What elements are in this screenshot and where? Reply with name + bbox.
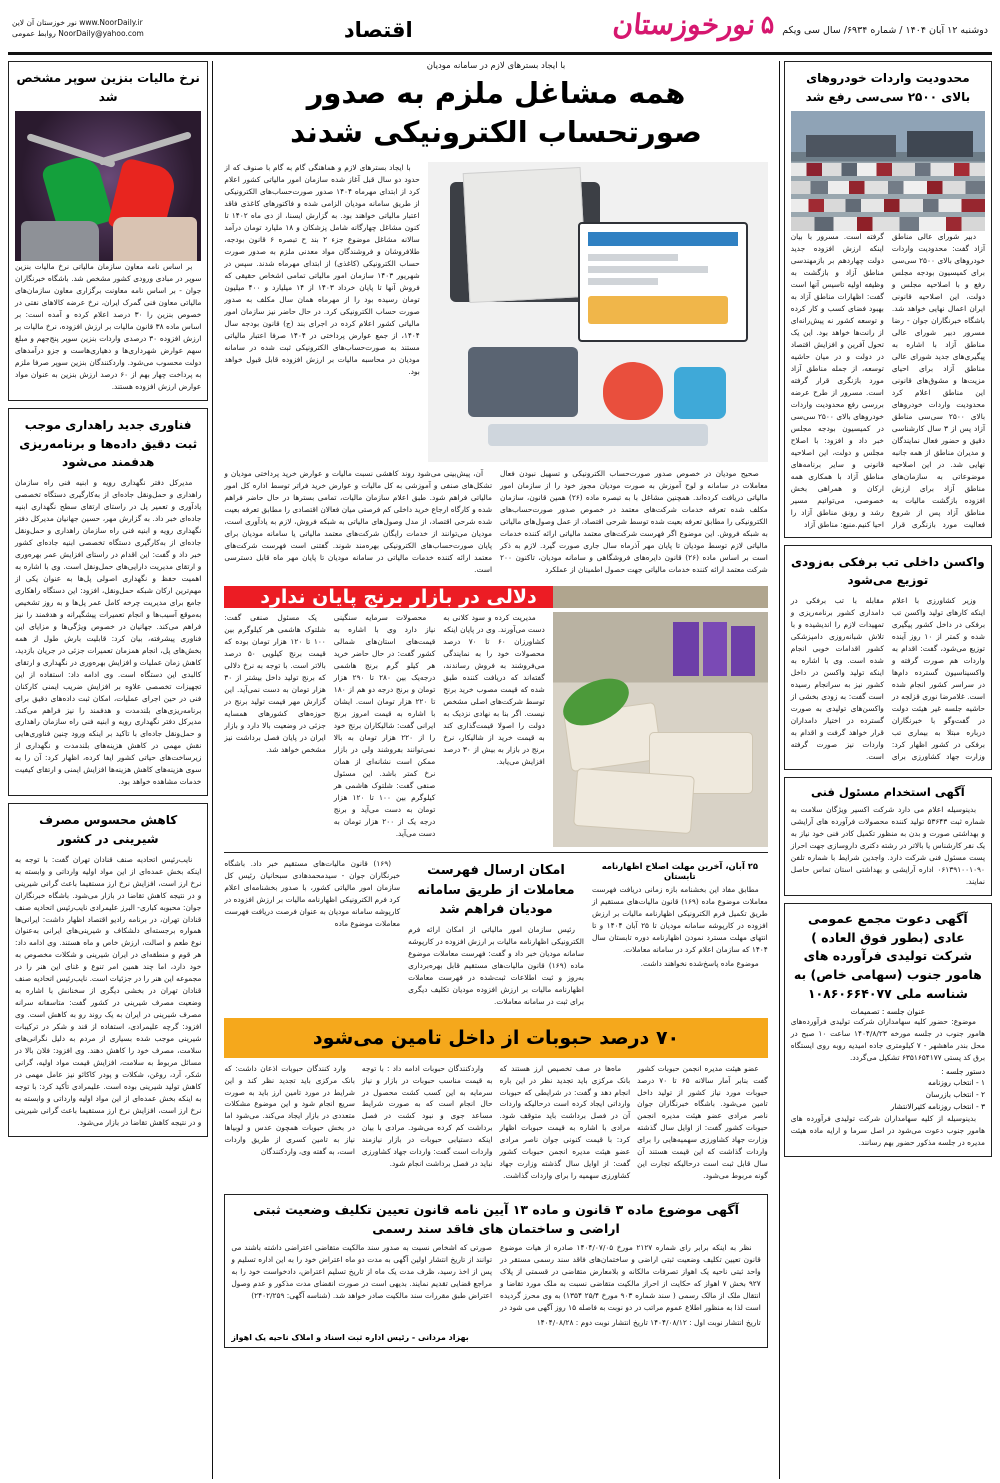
body-grains-col1: عضو هیئت مدیره انجمن حبوبات کشور گفت بنابر آمار سالانه ۶۵ تا ۷۰ درصد حبوبات مورد نیاز کشور از تولید داخل تامین می‌شود. باشگاه خبرنگاران جوان ناصر مرادی عضو هیئت مدیره انجمن حبوبات کشور گفت: از اوایل سال گذشته وزارت جهاد کشاورزی سهمیه‌هایی را برای واردات گذاشت که این قیمت هستند آن سال قابل ثبت است درحالیکه تجارت این گونه مربوط می‌شود.	[637, 1063, 768, 1181]
photo-car-lot	[791, 111, 985, 231]
logo-text: نورخوزستان	[611, 7, 757, 41]
website-url[interactable]: www.NoorDaily.ir	[79, 18, 143, 27]
agenda-title: دستور جلسه :	[941, 1066, 985, 1076]
banner-grains: ۷۰ درصد حبوبات از داخل تامین می‌شود	[224, 1018, 767, 1058]
ad-footer-meeting: بدینوسیله از کلیه سهامداران شرکت تولیدی فرآورده های هامور جنوب دعوت می‌شود در اصل سرما و ارایه ماده هیئت مدیره در جلسه مذکور حضور بهم رسانند.	[790, 1113, 985, 1147]
article-super-gasoline-tax	[8, 61, 208, 401]
page-number: ۵	[760, 10, 775, 39]
column-divider-left	[779, 61, 780, 1479]
contact-line-1: نور خوزستان آن لاین www.NoorDaily.ir	[12, 18, 143, 27]
article-sweets-consumption	[8, 803, 208, 1137]
right-column	[8, 61, 208, 1479]
body-transactions-extra: (۱۶۹) قانون مالیات‌های مستقیم خبر داد. باشگاه خبرنگاران جوان - سیدمحمدهادی سبحانیان رئیس کل سازمان امور مالیاتی کشور، با صدور بخشنامه‌ای اعلام کرد فرم الکترونیکی اظهارنامه مالیات بر ارزش افزوده در کارپوشه سامانه مودیان به عنوان فرصت دریافت فهرست معاملات موضوع ماده	[224, 859, 401, 929]
body-rice-col1: مدیریت کرده و سود کلانی به دست می‌آورند. وی در پایان اینکه کشاورزان ۶۰ تا ۷۰ درصد محصولات خود را به نمایندگی می‌فروشند به فروش رساندند، گفته‌اند که دریافت کننده طبق شده که قیمت مصوب خرید برنج توسط شرکت‌های اصلی مشخص نیست. اگر بنا به نهادی نزدیک به دولت را اصولا قیمت‌گذاری کند به قیمت خرید از شالیکار، نرخ برنج در بازار به بیش از ۳۰ درصد افزایش می‌یابد.	[443, 613, 545, 766]
ad-shareholder-meeting	[784, 903, 992, 1157]
legal-notice-signature: بهزاد مردانی - رئیس اداره ثبت اسناد و املاک ناحیه یک اهواز	[231, 1332, 469, 1342]
body-gasoline-tax: بر اساس نامه معاون سازمان مالیاتی نرخ مالیات بنزین سوپر در مبادی ورودی کشور مشخص شد. باشگاه خبرنگاران جوان - بر اساس نامه معاونت برگزاری معاون سازمان‌های مالیاتی معاون فنی گمرک ایران، نرخ عرضه کالاهای نفتی در خصوص بنزین را ۳۰ درصد اعلام کرده و آمده است: بر اساس ماده ۳۸ قانون مالیات بر ارزش افزوده، نرخ مالیات بر ارزش افزوده ۳۰ درصدی واردات بنزین سوپر پنج‌جهم و مبلغ سهم عوارض شهرداری‌ها و دهیاری‌هاست و جزو درآمدهای دولت محسوب می‌شود. واردکنندگان بنزین سوپر صرفا ملزم به پرداخت چهار بهم از ۶۰ درصد ارزش بنزین به عنوان مواد عوارض ارزش افزوده هستند.	[15, 262, 202, 392]
masthead	[0, 0, 1000, 50]
headline-vaccine: واکسن داخلی تب برفکی به‌زودی توزیع می‌شود	[791, 554, 985, 588]
subheadline-deadline: ۲۵ آبان، آخرین مهلت اصلاح اظهارنامه تابستان	[601, 861, 758, 882]
column-divider-right	[212, 61, 213, 1479]
body-main-right: با ایجاد بسترهای لازم و هماهنگی گام به گام با صنوف که از حدود دو سال قبل آغاز شده سازمان امور مالیاتی کشور اعلام کرد از ابتدای مهرماه ۱۴۰۴ صدور صورت‌حساب‌های الکترونیکی از طریق سامانه مودیان الزامی شده و فاکتورهای کاغذی فاقد اعتبار مالیاتی خواهند بود. به گزارش ایسنا، از دی ماه ۱۴۰۲ تا کنون مشاغل چهارگانه شامل پزشکان و ۱۸ ملیارد تومان درآمد سالانه مشاغل موضوع جزء ۲ بند ح تبصره ۶ قانون بودجه، طلافروشان و فروشندگان مواد معدنی ملزم به صدور صورت حساب الکترونیکی (کاغذی) از ابتدای مهرماه شدند. سپس در شهریور ۱۴۰۳ سازمان امور مالیاتی تمامی اشخاص حقیقی که فروش آنها تا پایان خرداد ۱۴۰۳ از ۱۴ میلیارد و ۴۰۰ میلیون تومان رسیده بود را از مهرماه همان سال مکلف به صدور صورت حساب الکترونیکی کرد. در حال حاضر نیز سازمان امور مالیاتی کشور اعلام کرده در اجرای بند (ج) قانون بودجه سال ۱۴۰۴، از جمع عوارض پرداختی در ۱۴۰۴ صرفا اعتبار مالیاتی مستند به صورت‌حساب‌های الکترونیکی ثبت شده در سامانه مودیان در محاسبه مالیات بر ارزش افزوده قابل قبول خواهد بود.	[224, 163, 420, 377]
article-car-imports	[784, 61, 992, 538]
agenda-item-1: ۱ - انتخاب روزنامه	[928, 1078, 985, 1088]
legal-notice-dates: تاریخ انتشار نوبت اول : ۱۴۰۴/۰۸/۱۲ تاریخ انتشار نوبت دوم : ۱۴۰۴/۰۸/۲۸	[536, 1317, 761, 1327]
body-car-imports: دبیر شورای عالی مناطق آزاد گفت: محدودیت واردات خودروهای بالای ۲۵۰۰ سی‌سی برای کمیسیون بودجه مجلس رفع و با اصلاحیه مجلس و دولت، این اصلاحیه قانونی ایران اعمال نهایی خواهد شد. باشگاه خبرنگاران جوان - رضا مسرور دبیر شورای عالی مناطق آزاد با اشاره به پیگیری‌های جدید شورای عالی مناطق آزاد برای احیای مزیت‌ها و مشوق‌های قانونی این مناطق اعلام کرد محدودیت واردات خودروهای بالای ۲۵۰۰ سی‌سی مناطق آزاد پس از ۳ سال کارشناسی دقیق و حضور فعال نمایندگان و مدیران مناطق از همه جانبه نهایی شد. در این اصلاحیه موضوعاتی به سازمان‌های مناطق آزاد برای ارزش افزوده بازگشت مالیات به مناطق آزاد پس از شروع فعالیت مورد بازنگری قرار گرفته است. مسرور با بیان اینکه ارزش افزوده جدید دولت چهاردهم بر بازمهندسی مناطق آزاد و بازگشت به وظیفه اولیه تاسیس آنها است گفت: اظهارات مناطق آزاد به بهبود فضای کسب و کار کرده و توسعه کشور نه پیش‌رانه‌ای از رانت‌ها خواهد بود. این یک تحول آفرین و افزایش اقتصاد در دولت و در میان حاشیه توسعه، از جمله مناطق آزاد مورد بازنگری قرار گرفته است. مسرور از طرح عرضه بررسی رفع محدودیت واردات خودروهای بالای ۲۵۰۰ سی‌سی در کمیسیون بودجه مجلس خبر داد و افزود: با اصلاح مجلس و دولت، این اصلاحیه قانونی و سایر برنامه‌های مناطق آزاد با همکاری همه ارکان و همراهی بخش خصوصی، می‌توانیم مسیر رشد و رونق مناطق آزاد را احیا کنیم.منبع: مناطق آزاد	[790, 232, 985, 529]
section-title: اقتصاد	[343, 18, 413, 42]
headline-car-imports: محدودیت واردات خودروهای بالای ۲۵۰۰ سی‌سی رفع شد	[805, 71, 971, 104]
ad-agenda	[791, 1066, 985, 1113]
photo-fuel-nozzles	[15, 111, 201, 261]
legal-notice-title: آگهی موضوع ماده ۳ قانون و ماده ۱۳ آیین نامه قانون تعیین تکلیف وضعیت ثبتی اراضی و ساختمان های فاقد سند رسمی	[253, 1202, 739, 1237]
article-road-tech	[8, 408, 208, 796]
body-deadline: مطابق مفاد این بخشنامه بازه زمانی دریافت فهرست معاملات موضوع ماده (۱۶۹) قانون مالیات‌های مستقیم از طریق تکمیل فرم الکترونیکی اظهارنامه مالیات بر ارزش افزوده در کارپوشه سامانه مودیان تا ۲۵ آبان ۱۴۰۴ و تا انتهای مهلت مسترد نمودن اظهارنامه دوره تابستان سال ۱۴۰۴ که سازمان اعلام کرد در سامانه معاملات.	[591, 885, 768, 955]
photo-einvoice-illustration	[428, 162, 768, 462]
issue-date: دوشنبه ۱۲ آبان ۱۴۰۴ / شماره ۶۹۳۴/ سال سی ویکم	[782, 24, 988, 36]
photo-rice-market	[553, 586, 768, 608]
banner-title-rice: دلالی در بازار برنج پایان ندارد	[260, 586, 537, 609]
ad-title-meeting: آگهی دعوت مجمع عمومی عادی (بطور فوق العاده ) شرکت تولیدی فرآورده های هامور جنوب (سهامی خاص) به شناسه ملی ۱۰۸۶۰۶۶۴۰۷۷	[793, 910, 982, 1001]
headline-sweets-consumption: کاهش محسوس مصرف شیرینی در کشور	[39, 813, 178, 846]
body-rice-col3: یک مسئول صنفی گفت: شلتوک هاشمی هر کیلوگرم بین ۱۰۰ تا ۱۲۰ هزار تومان بوده که قیمت برنج کیلویی ۵۰ درصد بالاتر است. با توجه به نرخ دلالی که برنج تولید داخل بیشتر از ۳۰ هزار تومان به دست نمی‌آید. این گزارش مهر قیمت تولید برنج در حوزه‌های کشورهای همسایه جزئی در وضعیت بالا دارد و بازار ایران در پایان فصل برداشت نیز مشخص خواهد شد.	[224, 613, 326, 754]
headline-road-tech: فناوری جدید راهداری موجب ثبت دقیق داده‌ها و برنامه‌ریزی هدفمند می‌شود	[19, 418, 198, 470]
middle-column	[217, 61, 774, 1479]
body-sweets-consumption: نایب‌رئیس اتحادیه صنف قنادان تهران گفت: با توجه به اینکه بخش عمده‌ای از این مواد اولیه وارداتی و وابسته به نرخ ارز است، افزایش نرخ ارز مستقیما باعث گرانی شیرینی و در نتیجه کاهش تقاضا در بازار می‌شود. باشگاه خبرنگاران جوان: محبوبه کباری- البرز علیمرادی نایب‌رئیس اتحادیه صنف قنادان تهران، در برنامه رادیو اقتصاد اظهار داشت: ایرانی‌ها همواره برجسته‌ای دلشکاف و شیرینی‌های ایرانی به‌عنوان نوع طعم و اصالت، ارزش خاص و ماه هستند. وی ادامه داد: هر قوم و منطقه‌ای در ایران شیرینی و شکلات مخصوص به خود دارد، اما چند همین امر تنوع و غنای این هنر را در مجموعه این هنر را در جزئیات است. نایب‌رئیس اتحادیه صنف قنادان تهران در بخشی دیگری از سخنانش با اشاره به وضعیت مصرف شیرینی در کشور گفت: متاسفانه سرانه مصرف شیرینی در ایران به یک روند رو به کاهش است. وی افزود: گرچه علیمرادی، استفاده از قند و شکر در ترکیبات شیرینی موجب شده بسیاری از مردم به دلیل نگرانی‌های سلامت، مصرف خود را کاهش دهند. وی افزود: فلان بالا در مسائل مربوط به سلامت، افزایش قیمت مواد اولیه، گرانی شکر، آرد، روغن، شکلات و پودر کاکائو نیز عامل مهمی در کاهش تولید شیرینی بوده است. علیمرادی تأکید کرد: با توجه به اینکه بخش عمده‌ای از این مواد اولیه وارداتی و وابسته به نرخ ارز است، افزایش نرخ ارز مستقیما باعث گرانی شیرینی و در نتیجه کاهش تقاضا در بازار می‌شود.	[15, 854, 202, 1128]
divider-rice-notice	[224, 852, 767, 853]
left-column	[784, 61, 992, 1479]
contact-line-2: روابط عمومی NoorDaily@yahoo.com	[12, 28, 144, 38]
logo	[611, 7, 775, 41]
headline-main: همه مشاغل ملزم به صدور صورتحساب الکترونیکی شدند	[290, 76, 702, 150]
body-grains-col4: وارد کنندگان حبوبات اذعان داشت: که بانک مرکزی باید تجدید نظر کند و این شرایط در مورد تامین ارز باید به صورت سریع انجام شود و این موضوع مشکلات متعددی در بازار ایجاد می‌کند. می‌شود اما در بخش حبوبات همچون عدس و لوبیاها نیاز به تامین کسری از طریق واردات است، به گفته وی، واردکنندگان	[224, 1063, 355, 1157]
ad-meeting-subject: عنوان جلسه : تصمیمات	[850, 1006, 926, 1016]
banner-rice	[224, 586, 767, 608]
masthead-contact	[12, 10, 144, 40]
body-rice-col2: محصولات سرمایه سنگینی نیاز دارد وی با اشاره به قیمت‌های استان‌های شمالی کشور گفت: در حال حاضر خرید هر کیلو گرم برنج هاشمی درجه‌یک بین ۲۸۰ تا ۲۹۰ هزار تومان و برنج درجه دو هم از ۱۸۰ تا ۲۲۰ هزار تومان است. ایشان با اشاره به قیمت امروز برنج ایرانی گفت: شالیکاران برنج خود را از ۲۲۰ هزار تومان به بالا نمی‌توانند بفروشند ولی در بازار ممکن است نشانه‌ای از همان نرخ کمتر باشد. این مسئول صنفی گفت: شلتوک هاشمی هر کیلوگرم بین ۱۰۰ تا ۱۲۰ هزار تومان به دست می‌آید و برنج درجه یک از ۲۰۰ هزار تومان به دست می‌آید.	[333, 613, 436, 838]
email-address[interactable]: NoorDaily@yahoo.com	[58, 28, 144, 38]
body-main-mid: آن، پیش‌بینی می‌شود روند کاهشی نسبت مالیات و عوارض خرید پرداختی مودیان و تشکل‌های صنفی و آموزشی به کل مالیات و عوارض خرید فراتر توسط اداره کل امور مالیاتی فراهم شود. طبق اعلام سازمان مالیات، تمامی بسترها در حال حاضر فراهم شده و کارگاه ارجاع خرید داخلی کم فرصتی میان فعالان اقتصادی را مطابق تعرفه بعیت شده شرحی اقتصاد، از مدل وصول‌های مالیاتی به شبکه فروش، لازم به یادآوری است، مودیان می‌توانند از خدمات رایگان شرکت‌های معتمد مالیاتی یا سامانه مودیان برای پایان صورت‌حساب‌های الکترونیکی بهره‌مند شوند. گفتنی است فهرست شرکت‌های معتمد ارائه کننده خدمات مالیاتی در سامانه مودیان تا پایان مهر ماه قابل دسترسی است.	[224, 469, 493, 575]
ad-body-job: بدینوسیله اعلام می دارد شرکت اکسیر ویژگان سلامت به شماره ثبت ۵۳۶۴۳ تولید کننده محصولات فرآورده های آرایشی و بهداشتی صورت و بدن به منظور تکمیل کادر فنی خود نیاز به یک نفر کارشناس یا بالاتر در رشته دکتری داروسازی جهت احراز پست مسئول فنی شرکت دارد. واجدین شرایط با شماره تلفن ۰۶۱۳۹۱۰۰۱۰۹۰ اداره آرایشی و بهداشتی استان تماس حاصل نمایند.	[790, 805, 986, 886]
ad-technical-manager-job	[784, 777, 992, 896]
ad-title-job: آگهی استخدام مسئول فنی	[811, 784, 965, 799]
body-main-left: صحیح مودیان در خصوص صدور صورت‌حساب الکترونیکی و تسهیل نبودن فعال معاملات در سامانه و لوح آموزش به صورت مودیان مجوز خود را از سازمان امور مالیاتی دریافت کرده‌اند. همچنین مشاغل با به تبصره ماده (۲۶) همین قانون، سازمان مکلف شده تعرفه خدمات شرکت‌های معتمد در خصوص صدور صورت‌حساب‌های الکترونیکی را مطابق تعرفه بعیت شده توسط شرحی اقتصاد، از عمل وصول‌های مالیاتی به شبکه فروش. این موضوع اگر فهرست شرکت‌های معتمد مالیاتی ارائه کننده خدمات مالیاتی لازم توسط مودیان تا پایان مهر آذرماه سال جاری صورت گیرد. لازم به ذکر است بر اساس ماده (۲۶) قانون دایره‌های فروشگاهی و سامانه مودیان، تاکنون ۲۰۰ شرکت معتمد ارائه کننده خدمات مالیاتی جهت حصول اطمینان از عملکرد	[500, 469, 768, 575]
agenda-item-3: ۳ - انتخاب روزنامه کثیرالانتشار	[890, 1102, 985, 1112]
body-vaccine: وزیر کشاورزی با اعلام اینکه کارهای تولید واکسن تب برفکی در داخل کشور پیگیری شده و کمتر از ۱۰ روز آینده توزیع می‌شود، گفت: اقدام به واردات هم صورت گرفته و واکسیناسیون گسترده دام‌ها در سراسر کشور انجام شده است. غلامرضا نوری قزلجه در حاشیه جلسه غیر هیئت دولت در گفت‌وگو با خبرنگاران درباره مبتلا به بیماری تب برفکی در کشور اظهار کرد: وزارت جهاد کشاورزی برای مقابله با تب برفکی در دامداری کشور برنامه‌ریزی و تمهیدات لازم را اندیشیده و با تلاش شبانه‌روزی دامپزشکی کشور اقدامات خوبی انجام شده است. وی با اشاره به اینکه تولید واکسن در داخل کشور نیز به سرانجام رسیده است گفت: به زودی بخشی از واکسن‌های تولیدی به صورت گسترده در اختیار دامداران قرار خواهد گرفت و اقدام به واردات نیز صورت گرفته است.	[790, 595, 985, 761]
kicker-main: با ایجاد بسترهای لازم در سامانه مودیان	[426, 61, 566, 71]
body-road-tech: مدیرکل دفتر نگهداری رویه و ابنیه فنی راه سازمان راهداری و حمل‌ونقل جاده‌ای از به‌کارگیری دستگاه تخصصی یادآوری و تعمیر پل در راستای ارتقای سطح نگهداری ابنیه جاده‌ای خبر داد. به گزارش مهر، حسین جهانیان مدیرکل دفتر نگهداری رویه و ابنیه فنی راه سازمان راهداری و حمل‌ونقل جاده‌ای از به‌کارگیری دستگاه تخصصی ابنیه جاده‌ای کشور خبر داد و گفت: این اقدام در راستای افزایش عمر بهره‌وری و ارتقای مدیریت دارایی‌های حمل‌ونقل است. وی با اشاره به اهمیت حفظ و نگهداری اصولی پل‌ها به عنوان یکی از مهم‌ترین ارکان شبکه حمل‌ونقل، افزود: این دستگاه راهکاری جامع برای مدیریت چرخه کامل عمر پل‌ها و به روز تشخیص به‌موقع آسیب‌ها و انجام تعمیرات پیشگیرانه و هدفمند را نیز فراهم می‌کند. جهانیان در خصوص ویژگی‌ها و مزایای این فناوری پیشرفته، بیان کرد: قابلیت بارش طول از همه بخش‌های پل، انجام همزمان تعمیرات جزئی در جریان بازدید، کاهش زمان عملیات و افزایش بهره‌وری در نگهداری و ارتقای کالبدی این دستگاه است. وی ادامه داد: استفاده از این تجهیزات تخصصی علاوه بر افزایش ضریب ایمنی کارکنان فنی در حین اجرای عملیات، امکان ثبت داده‌های دقیق برای برنامه‌ریزی‌های بلندمدت و هدفمند را نیز فراهم می‌کند. مدیرکل دفتر نگهداری رویه و ابنیه فنی راه سازمان راهداری و حمل‌ونقل جاده‌ای با تاکید بر اینکه ورود چنین فناوری‌هایی نقش مهمی در کاهش هزینه‌های بلندمدت و نگهداری از زیرساخت‌های حیاتی کشور ایفا کرده، اظهار کرد: آن را به سوی هزینه‌های کاهش هزینه‌ها افزایش ایمنی و ارتقای کیفیت خدمات مشاهده خواهد بود.	[15, 477, 202, 787]
headline-transactions-list: امکان ارسال فهرست معاملات از طریق سامانه مودیان فراهم شد	[417, 863, 575, 918]
article-vaccine	[784, 545, 992, 770]
body-grains-col3: واردکنندگان حبوبات ادامه داد : با توجه به قیمت مناسب حبوبات در بازار و نیاز سرمایه به این کسب کشت محصول در حال انجام است که به صورت شرایط مساعد جوی و نبود کشت در فصل برداشت کم کرده می‌شود. مرادی با بیان اینکه دستیابی حبوبات در بازار نیازمند واردات است گفت: واردات جهاد کشاورزی نباید در فصل برداشت انجام شود.	[361, 1063, 493, 1169]
agenda-item-2: ۲ - انتخاب بازرسان	[925, 1090, 985, 1100]
body-deadline-note: موضوع ماده پاسخ‌شده نخواهند داشت.	[640, 959, 759, 969]
photo-rice-bags	[553, 612, 768, 847]
ad-body-meeting: موضوع: حضور کلیه سهامداران شرکت تولیدی فرآورده‌های هامور جنوب در جلسه مورخه ۱۴۰۴/۸/۲۳ ساعت ۱۰ صبح در محل بندر ماهشهر - ۷ کیلومتری جاده امیدیه روبه روی ایستگاه برق کد پستی ۶۳۵۱۶۵۴۱۷۷ تشکیل می‌گردد.	[790, 1016, 985, 1062]
page-columns	[0, 55, 1000, 1479]
fuel-nozzle-icon	[15, 111, 201, 261]
headline-gasoline-tax: نرخ مالیات بنزین سوپر مشخص شد	[16, 71, 200, 104]
masthead-brand-block	[611, 7, 988, 41]
legal-notice-body: نظر به اینکه برابر رای شماره ۲۱۲۷ مورخ ۱۴۰۴/۰۷/۰۵ صادره از هیات موضوع قانون تعیین تکلیف وضعیت ثبتی اراضی و ساختمان‌های فاقد سند رسمی مستقر در واحد ثبتی ناحیه یک اهواز تصرفات مالکانه و بلامعارض متقاضی در قسمتی از پلاک ۹۲۷ بخش ۷ اهواز که حکایت از احراز مالکیت متقاضی نسبت به ملک مورد تقاضا و انتقال ملک از مالک رسمی ( سند شماره ۹۰۳ مورخ ۲۵/۴ ۱۳۵۴) به وی محرز گردیده است لذا به منظور اطلاع عموم مراتب در دو نوبت به فاصله ۱۵ روز آگهی می شود در صورتی که اشخاص نسبت به صدور سند مالکیت متقاضی اعتراضی داشته باشند می توانند از تاریخ انتشار اولین آگهی به مدت دو ماه اعتراض خود را به این اداره تسلیم و پس از اخذ رسید، ظرف مدت یک ماه از تاریخ تسلیم اعتراض، دادخواست خود را به مراجع قضایی تقدیم نمایند. بدیهی است در صورت انقضای مدت مذکور و عدم وصول اعتراض طبق مقررات سند مالکیت صادر خواهد شد. (شناسه آگهی: ۲۴۰۲/۲۵۹)	[231, 1242, 761, 1312]
body-grains-col2: ماه‌ها در صف تخصیص ارز هستند که بانک مرکزی باید تجدید نظر در این باره انجام دهد و گفت: در شرایطی که حبوبات وارداتی ایجاد کرده است درحالیکه واردات آن در فصل برداشت باید متوقف شود. مرادی با اشاره به قیمت حبوبات اظهار کرد: با قیمت کنونی جوان ناصر مرادی عضو هیئت مدیره انجمن حبوبات کشور گفت: از اوایل سال گذشته وزارت جهاد کشاورزی سهمیه را برای واردات گذاشت.	[499, 1063, 631, 1181]
body-transactions-list: رئیس سازمان امور مالیاتی از امکان ارائه فرم الکترونیکی اظهارنامه مالیات بر ارزش افزوده در کارپوشه سامانه مودیان خبر داد و گفت: فهرست معاملات موضوع ماده (۱۶۹) قانون مالیات‌های مستقیم قابل بهره‌برداری به‌روز و ثبت اطلاعات ثبت‌شده در فهرست معاملات اظهارنامه مالیات بر ارزش افزوده مودیان تکلیف دیگری برای ثبت در سامانه معاملات.	[408, 924, 584, 1006]
legal-notice-box	[224, 1194, 767, 1347]
